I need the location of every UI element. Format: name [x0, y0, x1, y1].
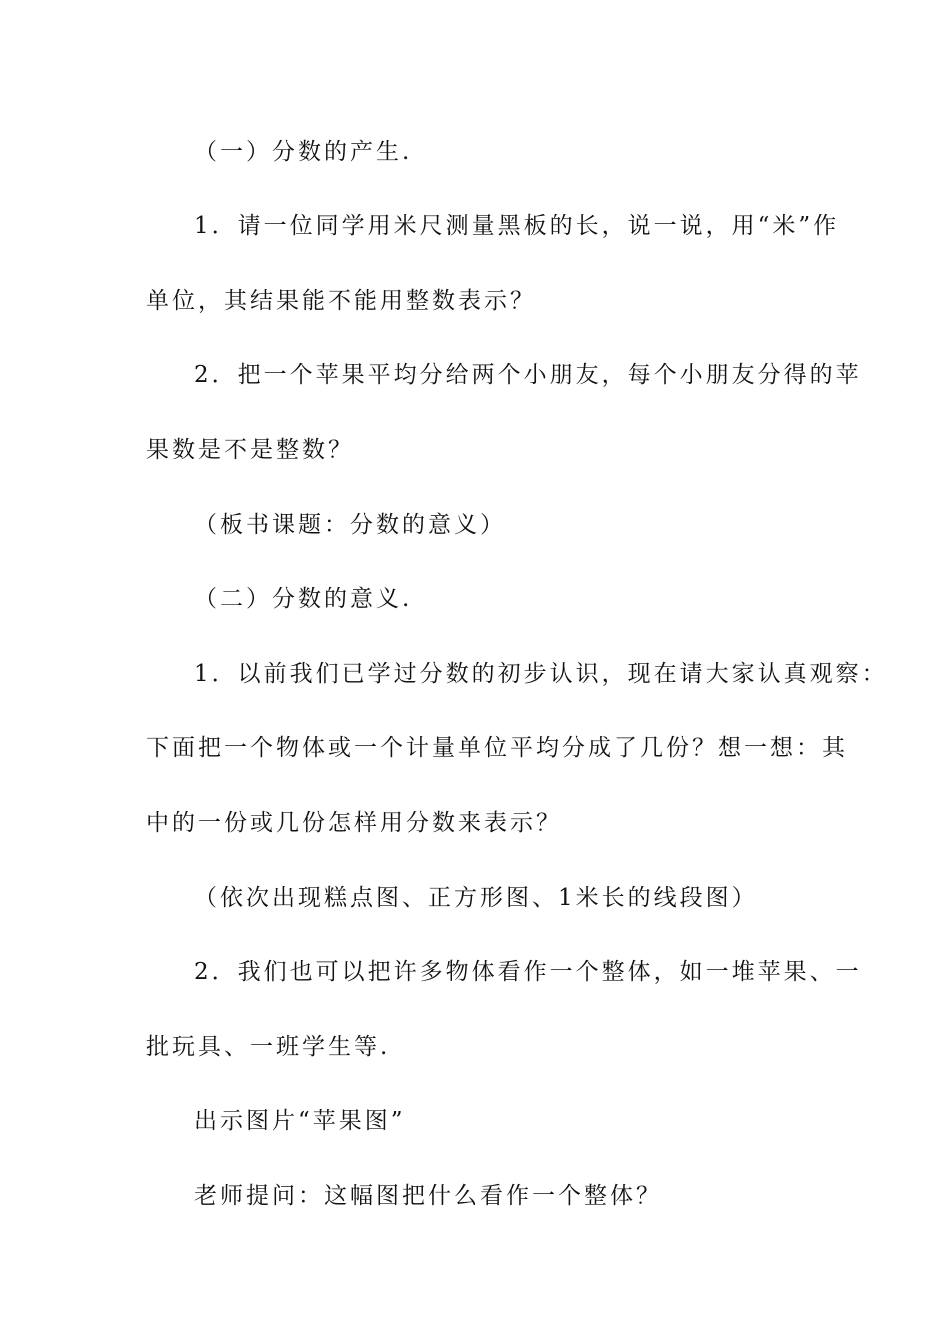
paragraph-4-line-2: 批玩具、一班学生等. — [146, 1034, 391, 1060]
paragraph-3-line-3: 中的一份或几份怎样用分数来表示？ — [146, 810, 562, 836]
paragraph-2-line-2: 果数是不是整数？ — [146, 437, 354, 463]
paragraph-3-line-2: 下面把一个物体或一个计量单位平均分成了几份？想一想：其 — [146, 735, 848, 761]
paragraph-1-line-1: 1．请一位同学用米尺测量黑板的长，说一说，用“米”作 — [194, 213, 840, 239]
paragraph-3-line-1: 1．以前我们已学过分数的初步认识，现在请大家认真观察： — [194, 661, 888, 687]
show-picture-line: 出示图片“苹果图” — [194, 1108, 406, 1134]
paragraph-1-line-2: 单位，其结果能不能用整数表示？ — [146, 288, 536, 314]
paragraph-2-line-1: 2．把一个苹果平均分给两个小朋友，每个小朋友分得的苹 — [194, 362, 862, 388]
section-heading-1: （一）分数的产生. — [194, 139, 413, 165]
board-title-note: （板书课题：分数的意义） — [194, 512, 506, 538]
paragraph-4-line-1: 2．我们也可以把许多物体看作一个整体，如一堆苹果、一 — [194, 959, 862, 985]
section-heading-2: （二）分数的意义. — [194, 586, 413, 612]
figure-note: （依次出现糕点图、正方形图、1米长的线段图） — [194, 885, 758, 911]
teacher-question-line: 老师提问：这幅图把什么看作一个整体？ — [194, 1183, 662, 1209]
